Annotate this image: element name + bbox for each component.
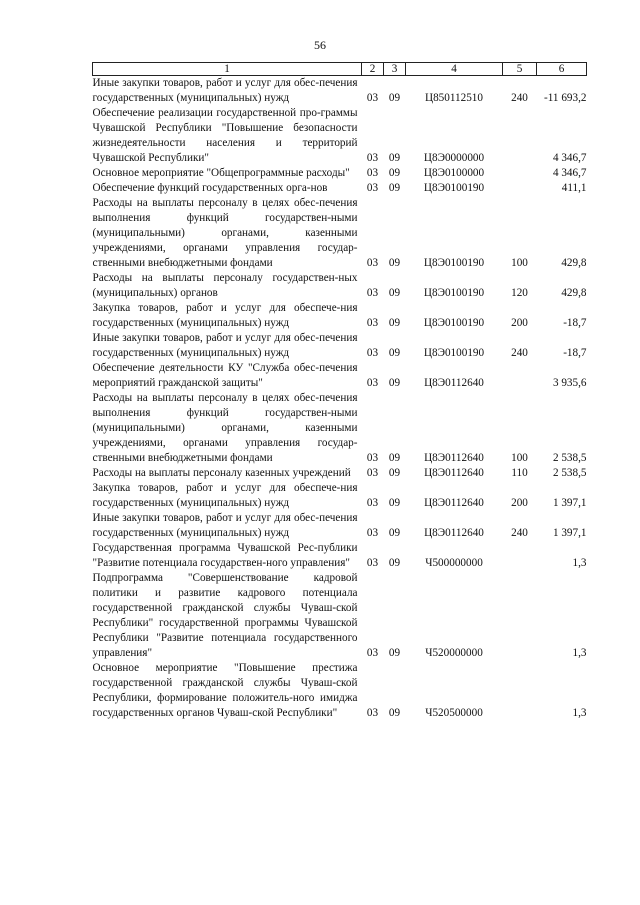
row-amount: 2 538,5 (552, 452, 587, 464)
row-subsection: 09 (388, 287, 401, 299)
row-section: 03 (366, 317, 379, 329)
row-name: Иные закупки товаров, работ и услуг для обес-печения государственных (муниципальных) нужд (92, 512, 358, 539)
row-target-article: Ц8Э0100000 (423, 167, 485, 179)
row-target-article: Ч500000000 (425, 557, 483, 569)
table-row (93, 571, 587, 661)
row-amount: 4 346,7 (552, 152, 587, 164)
table-row (93, 331, 587, 361)
row-target-article: Ц8Э0112640 (424, 467, 484, 479)
row-target-article: Ч520000000 (425, 647, 483, 659)
row-section: 03 (366, 467, 379, 479)
table-row (93, 511, 587, 541)
row-target-article: Ц8Э0112640 (424, 377, 484, 389)
row-name: Расходы на выплаты персоналу казенных учреждений (92, 467, 351, 479)
row-target-article: Ч520500000 (425, 707, 483, 719)
table-row (93, 661, 587, 721)
row-subsection: 09 (388, 152, 401, 164)
table-row (93, 481, 587, 511)
row-name: Обеспечение деятельности КУ "Служба обес-печения мероприятий гражданской защиты" (92, 362, 358, 389)
page-number: 56 (314, 38, 326, 52)
table-row (93, 271, 587, 301)
row-expense-type: 240 (511, 92, 528, 104)
row-subsection: 09 (388, 257, 401, 269)
row-expense-type: 100 (511, 257, 528, 269)
row-expense-type: 120 (511, 287, 528, 299)
row-expense-type (503, 361, 537, 391)
row-amount: 2 538,5 (552, 467, 587, 479)
row-subsection: 09 (388, 377, 401, 389)
row-section: 03 (366, 347, 379, 359)
table-row (93, 196, 587, 271)
row-expense-type: 110 (511, 467, 528, 479)
row-expense-type (503, 571, 537, 661)
row-name: Закупка товаров, работ и услуг для обеспече-ния государственных (муниципальных) нужд (92, 302, 358, 329)
row-name: Иные закупки товаров, работ и услуг для обес-печения государственных (муниципальных) нужд (92, 77, 358, 104)
row-target-article: Ц850112510 (424, 92, 483, 104)
row-name: Обеспечение функций государственных орга-нов (92, 182, 328, 194)
row-name: Расходы на выплаты персоналу государствен-ных (муниципальных) органов (92, 272, 358, 299)
row-section: 03 (366, 557, 379, 569)
row-subsection: 09 (388, 557, 401, 569)
table-row (93, 466, 587, 481)
row-subsection: 09 (388, 527, 401, 539)
row-amount: 411,1 (561, 182, 587, 194)
row-target-article: Ц8Э0000000 (423, 152, 485, 164)
row-expense-type (503, 661, 537, 721)
table-row (93, 541, 587, 571)
header-col-5: 5 (503, 63, 537, 76)
table-row (93, 391, 587, 466)
row-amount: 1 397,1 (552, 497, 587, 509)
header-col-1: 1 (93, 63, 362, 76)
row-expense-type (503, 541, 537, 571)
row-amount: 429,8 (561, 287, 587, 299)
table-row (93, 106, 587, 166)
row-section: 03 (366, 182, 379, 194)
row-expense-type: 100 (511, 452, 528, 464)
row-target-article: Ц8Э0100190 (423, 287, 485, 299)
table-row (93, 166, 587, 181)
header-col-6: 6 (537, 63, 587, 76)
row-target-article: Ц8Э0100190 (423, 182, 485, 194)
row-amount: 1,3 (572, 707, 587, 719)
row-name: Расходы на выплаты персоналу в целях обес-печения выполнения функций государствен-ными (муниципальными) органами, казенными учреждениями, органами управления государ-ственными внебюджетными фондами (92, 392, 358, 464)
header-col-4: 4 (406, 63, 503, 76)
row-name: Расходы на выплаты персоналу в целях обес-печения выполнения функций государствен-ными (муниципальными) органами, казенными учреждениями, органами управления государ-ственными внебюджетными фондами (92, 197, 358, 269)
row-name: Подпрограмма "Совершенствование кадровой политики и развитие кадрового потенциала государственной гражданской службы Чуваш-ской Республики" государственной программы Чувашской Республики "Развитие потенциала государственного управления" (92, 572, 358, 659)
row-target-article: Ц8Э0112640 (424, 497, 484, 509)
row-expense-type (503, 106, 537, 166)
row-amount: 4 346,7 (552, 167, 587, 179)
row-target-article: Ц8Э0112640 (424, 452, 484, 464)
row-subsection: 09 (388, 317, 401, 329)
row-name: Обеспечение реализации государственной про-граммы Чувашской Республики "Повышение безопасности жизнедеятельности населения и территорий Чувашской Республики" (92, 107, 358, 164)
budget-table (92, 62, 587, 721)
row-expense-type: 200 (511, 317, 528, 329)
row-section: 03 (366, 377, 379, 389)
row-subsection: 09 (388, 467, 401, 479)
row-subsection: 09 (388, 92, 401, 104)
row-name: Основное мероприятие "Общепрограммные расходы" (92, 167, 350, 179)
row-subsection: 09 (388, 452, 401, 464)
row-amount: 3 935,6 (552, 377, 587, 389)
row-amount: 1,3 (572, 557, 587, 569)
header-col-3: 3 (384, 63, 406, 76)
row-amount: 429,8 (561, 257, 587, 269)
row-expense-type: 240 (511, 347, 528, 359)
row-section: 03 (366, 452, 379, 464)
row-expense-type (503, 181, 537, 196)
row-target-article: Ц8Э0100190 (423, 257, 485, 269)
row-target-article: Ц8Э0100190 (423, 317, 485, 329)
row-target-article: Ц8Э0100190 (423, 347, 485, 359)
table-row (93, 181, 587, 196)
table-row (93, 301, 587, 331)
table-row (93, 361, 587, 391)
row-amount: -18,7 (563, 317, 587, 329)
row-expense-type: 240 (511, 527, 528, 539)
row-section: 03 (366, 257, 379, 269)
row-section: 03 (366, 647, 379, 659)
row-section: 03 (366, 167, 379, 179)
row-amount: -18,7 (563, 347, 587, 359)
row-section: 03 (366, 527, 379, 539)
row-section: 03 (366, 707, 379, 719)
row-amount: 1 397,1 (552, 527, 587, 539)
row-section: 03 (366, 497, 379, 509)
row-subsection: 09 (388, 347, 401, 359)
row-target-article: Ц8Э0112640 (424, 527, 484, 539)
row-section: 03 (366, 92, 379, 104)
row-section: 03 (366, 287, 379, 299)
header-col-2: 2 (362, 63, 384, 76)
row-name: Государственная программа Чувашской Рес-публики "Развитие потенциала государствен-ного управления" (92, 542, 358, 569)
row-expense-type: 200 (511, 497, 528, 509)
row-subsection: 09 (388, 647, 401, 659)
table-row (93, 76, 587, 107)
row-expense-type (503, 166, 537, 181)
row-name: Основное мероприятие "Повышение престижа государственной гражданской службы Чуваш-ской Республики, формирование положитель-ного имиджа государственных органов Чуваш-ской Республики" (92, 662, 358, 719)
row-name: Иные закупки товаров, работ и услуг для обес-печения государственных (муниципальных) нужд (92, 332, 358, 359)
row-subsection: 09 (388, 182, 401, 194)
table-header (93, 63, 587, 76)
row-section: 03 (366, 152, 379, 164)
table-body (93, 76, 587, 722)
row-subsection: 09 (388, 167, 401, 179)
row-amount: 1,3 (572, 647, 587, 659)
row-name: Закупка товаров, работ и услуг для обеспече-ния государственных (муниципальных) нужд (92, 482, 358, 509)
row-subsection: 09 (388, 707, 401, 719)
row-amount: -11 693,2 (544, 92, 587, 104)
row-subsection: 09 (388, 497, 401, 509)
